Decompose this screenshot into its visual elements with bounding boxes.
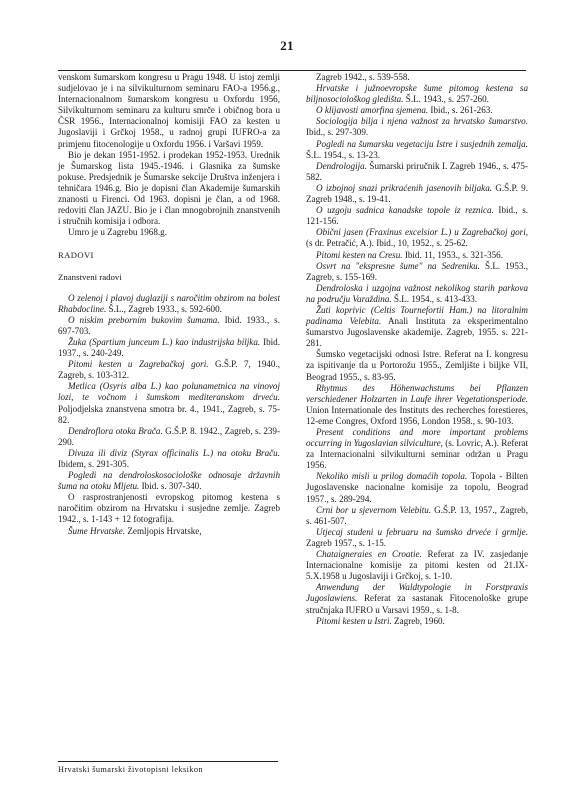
entry-title: Divuza ili diviz (Styrax officinalis L.) na otoku Braču. (68, 447, 280, 458)
bibliography-entry (58, 337, 280, 359)
entry-title: Utjecaj studeni u februaru na šumsko drveće i grmlje. (316, 526, 528, 537)
entry-title: Pitomi kesten na Cresu. (316, 249, 403, 260)
footer-rule (58, 761, 278, 762)
entry-title: O zelenoj i plavoj duglaziji s naročitim obzirom na bolest Rhabdocline. (58, 292, 280, 314)
bibliography-entry (306, 261, 528, 283)
entry-title: Present conditions and more important problems occurring in Yugoslavian silviculture, (306, 427, 528, 449)
bibliography-entry (306, 427, 528, 471)
entry-title: Sociologija bilja i njena važnost za hrvatsko šumarstvo. (316, 116, 528, 127)
entry-details: Poljodjelska znanstvena smotra br. 4., 1941., Zagreb, s. 75-82. (58, 403, 280, 425)
right-column (306, 72, 528, 627)
entry-title: O klijavosti amorfina sjemena. (316, 105, 429, 116)
bibliography-entry (306, 105, 528, 116)
bibliography-entry (306, 383, 528, 427)
entry-details: Š.L. 1953., Zagreb, s. 155-169. (306, 260, 528, 282)
bibliography-entry (58, 448, 280, 470)
right-bibliography-list (306, 72, 528, 627)
bibliography-entry (306, 283, 528, 305)
entry-title: Šume Hrvatske. (68, 525, 126, 536)
bibliography-entry (58, 492, 280, 525)
footer-text: Hrvatski šumarski životopisni leksikon (58, 765, 203, 774)
entry-title: Pitomi kesten u Istri. (316, 615, 392, 626)
bibliography-entry (58, 426, 280, 448)
bio-paragraph-2: Bio je dekan 1951-1952. i prodekan 1952-1953. Urednik je Šumarskog lista 1945.-1946. i Glasnika za šumske pokuse. Predsjednik je Šumarske sekcije Društva inženjera i tehničara 1946.g. Bio je dopisni član Akademije šumarskih znanosti u Firenci. Od 1963. dopisni je član, a od 1968. redoviti član JAZU. Bio je i član mnogobrojnih znanstvenih i stručnih komisija i odbora. (58, 149, 280, 227)
entry-title: O niskim preborním bukovim šumama. (68, 314, 220, 325)
bibliography-entry (306, 227, 528, 249)
entry-details: Union Internationale des Instituts des recherches forestieres, 12-eme Congres, Oxford 1956, London 1958., s. 90-103. (306, 404, 528, 426)
entry-details: Zagreb, 1960. (391, 615, 445, 626)
bibliography-entry (306, 250, 528, 261)
entry-title: Metlica (Osyris alba L.) kao polunametnica na vinovoj lozi, te vočnom i šumskom mediteranskom drveću. (58, 381, 280, 403)
entry-details: Ibid., s. 297-309. (306, 127, 369, 138)
entry-title: Anwendung der Waldtypologie in Forstpraxis Jugoslawiens. (306, 582, 528, 604)
entry-details: Zagreb 1957., s. 1-15. (306, 537, 387, 548)
bibliography-entry (306, 582, 528, 615)
bibliography-entry (58, 315, 280, 337)
entry-title: Rhytmus des Höhenwachstums bei Pflanzen verschiedener Holzarten in Laufe ihrer Vegetationsperiode. (306, 382, 528, 404)
entry-title: Chataigneraies en Croatie. (316, 549, 422, 560)
bibliography-entry (306, 72, 528, 83)
entry-details: Ibid. 11, 1953., s. 321-356. (402, 249, 503, 260)
bibliography-entry (306, 83, 528, 105)
bibliography-entry (306, 505, 528, 527)
entry-details: Topola - Bilten Jugoslavenske nacionalne komisije za topolu, Beograd 1957., s. 289-294. (306, 471, 528, 504)
bibliography-entry (306, 116, 528, 138)
entry-title: Hrvatske i južnoevropske šume pitomog kestena sa biljnosociološkog gledišta. (306, 83, 528, 105)
bibliography-entry (58, 470, 280, 492)
bibliography-entry (58, 381, 280, 425)
section-heading-radovi: RADOVI (58, 250, 94, 261)
entry-details: Anali Instituta za eksperimentalno šumarstvo Jugoslavenske akademije. Zagreb, 1955. s. 221-281. (306, 316, 528, 349)
entry-details: Ibid., s. 261-263. (428, 105, 493, 116)
bibliography-entry (306, 139, 528, 161)
entry-details: Zemljopis Hrvatske, (125, 525, 202, 536)
entry-details: Šumarski priručnik I. Zagreb 1946., s. 475-582. (306, 160, 528, 182)
entry-details: Zagreb 1942., s. 539-558. (316, 72, 410, 82)
bibliography-entry (306, 305, 528, 349)
subsection-heading: Znanstveni radovi (58, 271, 122, 282)
entry-title: Dendroflora otoka Brača. (68, 425, 163, 436)
bibliography-entry (58, 526, 280, 537)
bibliography-entry (306, 527, 528, 549)
top-rule (58, 70, 526, 71)
bibliography-entry (306, 549, 528, 582)
entry-title: Žuka (Spartium junceum L.) kao industrijska biljka. (68, 336, 261, 347)
entry-details: Š.L., Zagreb 1933., s. 592-600. (106, 303, 222, 314)
bibliography-entry (306, 616, 528, 627)
bibliography-entry (306, 349, 528, 382)
bibliography-entry (306, 161, 528, 183)
entry-details: Referat za IV. zasjedanje Internacionalne komisije za pitomi kesten od 21.IX-5.X.1958 u Jugoslaviji i Grčkoj, s. 1-10. (306, 549, 528, 582)
entry-title: O izbojnoj snazi prikraćenih jasenovih biljaka. (316, 182, 493, 193)
entry-title: Pogledi na šumarsku vegetaciju Istre i susjednih zemalja. (316, 138, 528, 149)
page-number: 21 (280, 38, 294, 53)
entry-details: G.Š.P. 7, 1940., Zagreb, s. 103-312. (58, 359, 281, 381)
entry-title: Dendrologija. (316, 160, 367, 171)
bibliography-entry (306, 471, 528, 504)
bio-paragraph: venskom šumarskom kongresu u Pragu 1948. U istoj zemlji sudjelovao je i na silvikulturnom seminaru FAO-a 1956.g., Internacionalnom šumarskom kongresu u Oxfordu 1956, Silvikulturnom seminaru za kulturu smrče i običnog bora u ČSR 1956., Internacionalnoj komisiji FAO za kesten u Jugoslaviji i Grčkoj 1958., u radnoj grupi IUFRO-a za primjenu fitocenologije u Oxfordu 1956. i Varšavi 1959. (58, 72, 280, 149)
bibliography-entry (58, 293, 280, 315)
entry-details: Ibidem, s. 291-305. (58, 459, 129, 469)
entry-details: Ibid., s. 121-156. (306, 205, 528, 227)
entry-title: Obični jasen (Fraxinus excelsior L.) u Zagrebačkoj gori, (316, 227, 528, 238)
bibliography-entry (306, 205, 528, 227)
entry-details: Ibid. 1937., s. 240-249. (58, 336, 280, 359)
entry-details: Š.L. 1954., s. 13-23. (306, 149, 381, 160)
entry-details: Šumsko vegetacijski odnosi Istre. Referat na I. kongresu za ispitivanje tla u Portorožu 1955., Zemljište i biljke VII, Beograd 1955., s. 83-95. (306, 349, 528, 382)
entry-details: G.Š.P. 8. 1942., Zagreb, s. 239-290. (58, 425, 280, 447)
entry-title: Žuti koprivic (Celtis Tournefortii Ham.) na litoralnim padinama Velebita. (306, 304, 528, 327)
entry-title: Osvrt na "ekspresne šume" na Sedreniku. (316, 260, 480, 271)
left-bibliography-list (58, 293, 280, 537)
entry-details: Š.L. 1943., s. 257-260. (403, 94, 489, 105)
bibliography-entry (306, 183, 528, 205)
entry-details: Referat za sastanak Fitocenološke grupe stručnjaka IUFRO u Varsavi 1959., s. 1-8. (306, 593, 528, 615)
entry-title: Pitomi kesten u Zagrebačkoj gori. (68, 359, 209, 370)
entry-title: O uzgoju sadnica kanadske topole iz reznica. (316, 205, 494, 216)
entry-details: G.Š.P. 13, 1957., Zagreb, s. 461-507. (306, 504, 529, 526)
bibliography-entry (58, 359, 280, 381)
entry-details: (s. Lovric, A.). Referat za Internacionalni silvikulturni seminar održan u Pragu 1956. (306, 438, 528, 471)
entry-title: Dendroloska i uzgojna važnost nekolikog starih parkova na području Varaždina. (306, 282, 528, 304)
death-line: Umro je u Zagrebu 1968.g. (68, 227, 167, 238)
entry-details: G.Š.P. 9. Zagreb 1948., s. 19-41. (306, 182, 528, 205)
entry-details: O rasprostranjenosti evropskog pitomog kestena s naročitim obzirom na Hrvatsku i susjedne zemlje. Zagreb 1942., s. 1-143 + 12 fotografija. (58, 492, 280, 525)
entry-details: Ibid. s. 307-340. (139, 481, 202, 492)
entry-details: (s dr. Petračić, A.). Ibid., 10, 1952., s. 25-62. (306, 238, 468, 249)
entry-title: Pogledi na dendroloskosociološke odnosaje državnih šuma na otoku Mljetu. (58, 470, 280, 492)
entry-details: Ibid. 1933., s. 697-703. (58, 314, 280, 336)
left-column (58, 72, 280, 537)
entry-title: Crni bor u sjevernom Velebitu. (316, 504, 432, 515)
entry-title: Nekoliko misli u prilog domaćih topola. (316, 471, 468, 482)
entry-details: Š.L. 1954., s. 413-433. (391, 293, 478, 304)
